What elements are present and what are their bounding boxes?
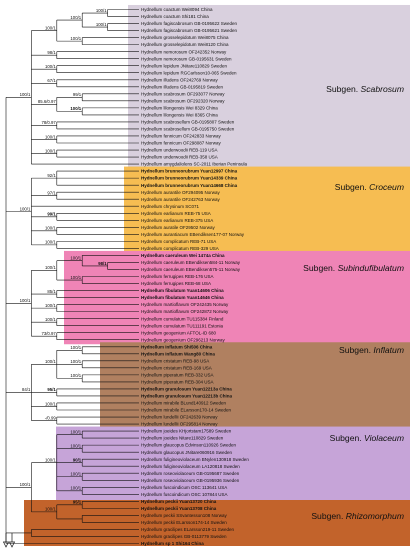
support-value: 100/1	[45, 225, 56, 231]
support-value: 99/1	[72, 92, 82, 98]
support-value: 100/1	[45, 239, 56, 245]
support-value: 100/1	[45, 302, 56, 308]
tip-label: Hydnellum lepidum RGCarlsson10-065 Sweden	[141, 70, 237, 76]
tip-label: Hydnellum scabrosellum GB-0195750 Sweden	[141, 126, 235, 132]
tip-label: Hydnellum scabrosum OF293077 Norway	[141, 91, 225, 97]
tip-label: Hydnellum joeides KHjortstam17589 Sweden	[141, 428, 232, 434]
tip-label: Hydnellum illudens GB-0195819 Sweden	[141, 84, 224, 90]
tip-label: Hydnellum fennicum OF298087 Norway	[141, 140, 221, 146]
support-value: 100/1	[70, 443, 82, 449]
tip-label: Hydnellum brunneorubrum Yuan12997 China	[141, 168, 238, 174]
tip-label: Hydnellum glaucopus Edvinson110926 Sweden	[141, 442, 236, 448]
tip-label: Hydnellum glaucopus JNitare060916 Sweden	[141, 449, 233, 455]
support-value: 100/1	[45, 316, 56, 322]
subgenus-label-subindufibulatum: Subgen. Subindufibulatum	[303, 263, 404, 273]
tip-label: Hydnellum roseoviolaceum GB-0195936 Sweden	[141, 477, 240, 483]
tip-label: Hydnellum chrysinum SC071	[141, 203, 200, 209]
tip-label: Hydnellum gracilipes ELarsson219-11 Sweden	[141, 527, 234, 533]
tip-label: Hydnellum scabrosum OF292320 Norway	[141, 98, 225, 104]
tip-label: Hydnellum joeides Nitare110829 Sweden	[141, 435, 224, 441]
support-value: 90/1	[72, 457, 82, 463]
tip-label: Hydnellum inflatum Wang80 China	[141, 351, 215, 357]
tip-label: Hydnellum cumulatum TU111191 Estonia	[141, 323, 223, 329]
tip-label: Hydnellum lilongensis Wei 8365 China	[141, 112, 218, 118]
support-value: 100/1	[45, 457, 56, 463]
tip-label: Hydnellum fibulatum Yuan14606 China	[141, 288, 224, 294]
support-value: 100/1	[70, 14, 82, 20]
support-value: 73/0.97	[41, 331, 56, 337]
tip-label: Hydnellum illudens OF242769 Norway	[141, 77, 218, 83]
support-value: -/0.99	[44, 415, 56, 421]
tip-label: Hydnellum aurantiacum EBendiksen177-07 Norway	[141, 231, 245, 237]
tip-label: Hydnellum scabrosellum GB-0195807 Sweden	[141, 119, 235, 125]
tip-label: Hydnellum nemorosum OF242352 Norway	[141, 49, 227, 55]
tip-label: Hydnellum caeruleum EBendiksen575-11 Norway	[141, 267, 240, 273]
support-value: 98/1	[98, 260, 107, 266]
tip-label: Hydnellum complicatum REB-71 USA	[141, 238, 217, 244]
support-value: 85.6/0.97	[37, 99, 56, 105]
tip-label: Hydnellum cumulatum TU115384 Finland	[141, 316, 224, 322]
tip-label: Hydnellum brunneorubrum Yuan14339 China	[141, 175, 238, 181]
support-value: 100/1	[19, 298, 31, 304]
support-value: 100/1	[70, 106, 82, 112]
support-value: 100/1	[45, 265, 56, 271]
tip-label: Hydnellum coactum Shi181 China	[141, 14, 209, 20]
tip-label: Hydnellum lundellii OF295814 Norway	[141, 421, 218, 427]
subgenus-label-inflatum: Subgen. Inflatum	[339, 345, 404, 355]
tip-label: Hydnellum peckii Yuan13708 China	[141, 505, 217, 511]
tip-label: Hydnellum sp 1 Shi164 China	[141, 541, 204, 547]
support-value: 92/1	[47, 172, 56, 178]
tip-label: Hydnellum aurantile OF294095 Norway	[141, 189, 220, 195]
subgenus-label-rhizomorphum: Subgen. Rhizomorphum	[311, 511, 404, 521]
support-value: 100/1	[70, 255, 82, 261]
tip-label: Hydnellum granulosum Yuan12213a China	[141, 386, 232, 392]
tip-label: Hydnellum inflatum Shi506 China	[141, 344, 213, 350]
support-value: 100/1	[95, 21, 107, 27]
tip-label: Hydnellum fagiscabrosum GB-0195622 Sweden	[141, 21, 238, 27]
support-value: 97/1	[47, 190, 56, 196]
support-value: 100/1	[70, 429, 82, 435]
tip-label: Hydnellum fuscoindicum OSC 113641 USA	[141, 484, 228, 490]
tip-label: Hydnellum peckii Yuan13720 China	[141, 498, 217, 504]
tip-label: Hydnellum auratile OF29502 Norway	[141, 224, 215, 230]
support-value: 67/1	[47, 78, 56, 84]
support-value: 100/1	[70, 274, 82, 280]
tip-label: Hydnellum underwoodii REB-119 USA	[141, 147, 218, 153]
tip-label: Hydnellum underwoodii REB-358 USA	[141, 154, 218, 160]
tip-label: Hydnellum piperatum REB-304 USA	[141, 379, 214, 385]
tip-label: Hydnellum martioflavum OF242872 Norway	[141, 309, 229, 315]
tip-label: Hydnellum geogenium OF296213 Norway	[141, 337, 225, 343]
support-value: 100/1	[45, 64, 56, 70]
support-value: 85/1	[47, 288, 56, 294]
tip-label: Hydnellum brunneorubrum Yuan14668 China	[141, 182, 238, 188]
tip-label: Hydnellum caeruleum Wei 1474a China	[141, 253, 225, 259]
tip-label: Hydnellum roseoviolaceum GB-0195687 Sweden	[141, 470, 240, 476]
tip-label: Hydnellum grosselepidotum Wei8120 China	[141, 42, 229, 48]
tip-label: Hydnellum mirabile ELarsson170-14 Sweden	[141, 407, 232, 413]
support-value: 95/1	[47, 387, 56, 393]
support-value: 100/1	[70, 35, 82, 41]
tip-label: Hydnellum cristatum REB-169 USA	[141, 365, 212, 371]
support-value: 100/1	[45, 148, 56, 154]
tip-label: Hydnellum ferrugipes REB-68 USA	[141, 281, 212, 287]
tip-label: Hydnellum granulosum Yuan12213b China	[141, 393, 232, 399]
tip-label: Hydnellum fennicum OF242833 Norway	[141, 133, 221, 139]
tip-label: Hydnellum fagiscabrosum GB-0195621 Sweden	[141, 28, 238, 34]
tip-label: Hydnellum fuligineoviolaceum LA120818 Sweden	[141, 463, 240, 469]
support-value: 100/1	[45, 359, 56, 365]
tip-label: Hydnellum earlianum REB-375 USA	[141, 217, 214, 223]
tip-label: Hydnellum amygdaliolens SC-2011 Iberian Peninsula	[141, 161, 247, 167]
tip-label: Hydnellum peckii SSvantesson108 Norway	[141, 512, 227, 518]
subgenus-label-scabrosum: Subgen. Scabrosum	[326, 84, 404, 94]
support-value: 84/1	[22, 387, 31, 393]
support-value: 78/0.97	[41, 120, 56, 126]
support-value: 100/1	[95, 7, 107, 13]
tip-label: Hydnellum caeruleum EBendiksen584-11 Norway	[141, 260, 240, 266]
tip-label: Hydnellum aurantile OF242763 Norway	[141, 196, 220, 202]
support-value: 98/1	[47, 49, 56, 55]
tip-label: Hydnellum coactum Wei8094 China	[141, 7, 213, 13]
support-value: 100/1	[45, 506, 56, 512]
tip-label: Hydnellum earlianum REB-75 USA	[141, 210, 211, 216]
tip-label: Hydnellum fuligineoviolaceum BNylen130918 Sweden	[141, 456, 249, 462]
support-value: 100/1	[70, 485, 82, 491]
tip-label: Hydnellum geogenium AFTOL-ID 680	[141, 330, 216, 336]
tip-label: Hydnellum ferrugipes REB-176 USA	[141, 274, 214, 280]
subgenus-label-croceum: Subgen. Croceum	[334, 182, 404, 192]
tip-label: Hydnellum lundellii OF242639 Norway	[141, 414, 218, 420]
tip-label: Hydnellum mirabile BLund140912 Sweden	[141, 400, 227, 406]
tip-label: Hydnellum piperatum REB-332 USA	[141, 372, 214, 378]
tip-label: Hydnellum complicatum REB-329 USA	[141, 245, 219, 251]
tip-label: Hydnellum martioflavum OF242435 Norway	[141, 302, 229, 308]
tip-label: Hydnellum fuscoindicum OSC 107844 USA	[141, 491, 228, 497]
tip-label: Hydnellum lilongensis Wei 8329 China	[141, 105, 218, 111]
support-value: 100/1	[70, 345, 82, 351]
support-value: 100/1	[45, 25, 56, 31]
support-value: 100/1	[19, 92, 31, 98]
support-value: 100/1	[19, 206, 31, 212]
support-value: 100/1	[19, 482, 31, 488]
tip-label: Hydnellum lepidum JNitare110829 Sweden	[141, 63, 227, 69]
subgenus-label-violaceum: Subgen. Violaceum	[329, 433, 404, 443]
tip-label: Hydnellum peckii ELarsson174-14 Sweden	[141, 520, 227, 526]
tip-label: Hydnellum cristatum REB-98 USA	[141, 358, 210, 364]
support-value: 100/1	[45, 401, 56, 407]
support-value: 100/1	[70, 471, 82, 477]
scale-bar	[4, 533, 15, 547]
support-value: 100/1	[70, 359, 82, 365]
tip-label: Hydnellum nemorosum GB-0195631 Sweden	[141, 56, 232, 62]
support-value: 100/1	[45, 134, 56, 140]
support-value: 99/1	[47, 211, 56, 217]
root-arrow-head	[10, 542, 15, 547]
support-value: 100/1	[70, 373, 82, 379]
support-value: 95/1	[72, 499, 82, 505]
tip-label: Hydnellum gracilipes GB-0113779 Sweden	[141, 534, 227, 540]
tip-label: Hydnellum grosselepidotum Wei8075 China	[141, 35, 229, 41]
tip-label: Hydnellum fibulatum Yuan14646 China	[141, 295, 224, 301]
